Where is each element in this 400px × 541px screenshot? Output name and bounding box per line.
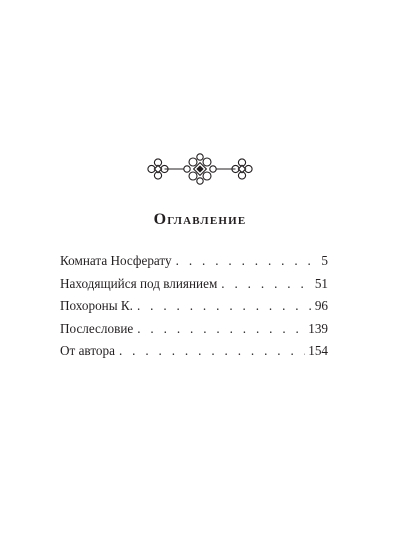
toc-entry-title: Находящийся под влиянием [60, 275, 218, 291]
toc-entry-page: 5 [321, 253, 328, 268]
dot-leader [221, 273, 312, 296]
toc-entry[interactable] [60, 250, 328, 273]
toc-entry[interactable] [60, 273, 328, 296]
toc-heading: Оглавление [153, 211, 247, 228]
toc-entry-title: От автора [60, 343, 115, 358]
toc-entry[interactable] [60, 340, 328, 363]
toc-entry-page: 139 [308, 320, 328, 336]
dot-leader [176, 250, 319, 273]
toc-entry-page: 154 [308, 343, 328, 358]
table-of-contents [60, 250, 328, 363]
dot-leader [119, 340, 305, 363]
toc-entry[interactable] [60, 295, 328, 318]
knot-ornament-icon [140, 150, 260, 188]
toc-entry[interactable] [60, 318, 328, 341]
toc-entry-title: Похороны К. [60, 298, 133, 313]
toc-entry-title: Послесловие [60, 320, 134, 336]
toc-entry-page: 96 [314, 298, 328, 313]
dot-leader [137, 295, 312, 318]
toc-entry-title: Комната Носферату [60, 253, 172, 268]
toc-entry-page: 51 [314, 275, 328, 291]
dot-leader [137, 318, 305, 341]
